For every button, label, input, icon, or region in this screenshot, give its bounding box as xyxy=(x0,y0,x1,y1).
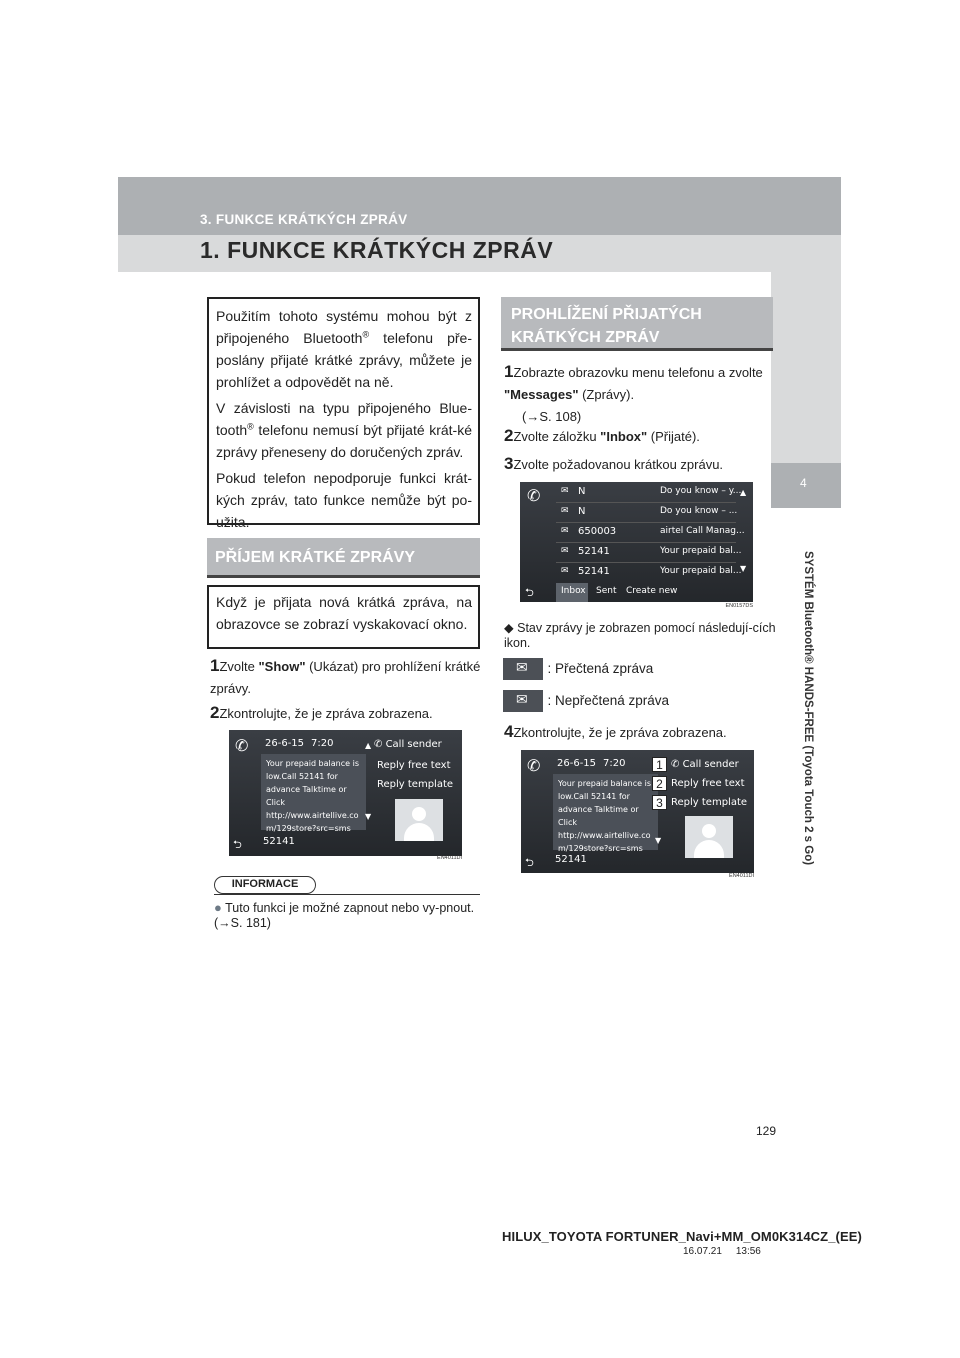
reply-free-text-button[interactable]: Reply free text xyxy=(377,760,451,771)
callout-1: 1 xyxy=(652,757,667,772)
call-sender-button[interactable]: ✆ Call sender xyxy=(671,759,739,770)
step-number: 2 xyxy=(504,426,514,445)
page-title: 1. FUNKCE KRÁTKÝCH ZPRÁV xyxy=(200,237,554,263)
list-item[interactable]: ✉ N Do you know – y... xyxy=(556,482,736,503)
intro-box xyxy=(207,297,480,530)
step-number: 2 xyxy=(210,703,220,722)
section-heading-receive: PŘÍJEM KRÁTKÉ ZPRÁVY xyxy=(207,538,480,578)
step-text: (Ukázat) pro prohlížení krátké zprávy. xyxy=(210,659,481,696)
intro-p1-b: telefonu pře-poslány přijaté krátké zprávy, můžete je prohlížet a odpovědět na ně. xyxy=(216,330,472,390)
step-bold: "Show" xyxy=(258,659,306,674)
view-step-1: 1Zobrazte obrazovku menu telefonu a zvolte "Messages" (Zprávy). (→S. 108) xyxy=(504,362,763,424)
sender-number: 52141 xyxy=(555,854,587,865)
bullet-dot-icon: ● xyxy=(214,900,222,915)
info-divider xyxy=(214,894,480,895)
step-number: 1 xyxy=(504,362,514,381)
scroll-down-icon[interactable]: ▼ xyxy=(365,812,372,821)
phone-icon: ✆ xyxy=(671,759,683,770)
legend-read: ✉ : Přečtená zpráva xyxy=(503,658,653,680)
intro-paragraph-1 xyxy=(216,305,472,393)
registered-mark: ® xyxy=(247,421,254,432)
receive-box xyxy=(207,585,480,649)
legend-unread: ✉ : Nepřečtená zpráva xyxy=(503,690,669,712)
scroll-down-icon[interactable]: ▼ xyxy=(655,836,662,845)
read-message-icon: ✉ xyxy=(561,546,569,556)
step-number: 1 xyxy=(210,656,220,675)
icon-bullet: ◆ Stav zprávy je zobrazen pomocí následují-cích ikon. xyxy=(504,621,776,650)
registered-mark: ® xyxy=(362,329,370,340)
reply-template-button[interactable]: Reply template xyxy=(671,797,748,808)
phone-icon: ✆ xyxy=(527,486,541,505)
back-icon[interactable]: ⮌ xyxy=(233,838,242,851)
list-item[interactable]: ✉ 650003 airtel Call Manag... xyxy=(556,522,736,543)
view-step-3: 3Zvolte požadovanou krátkou zprávu. xyxy=(504,454,724,473)
diamond-bullet-icon: ◆ xyxy=(504,621,514,635)
callout-3: 3 xyxy=(652,795,667,810)
read-message-icon: ✉ xyxy=(503,658,543,680)
read-message-icon: ✉ xyxy=(561,486,569,496)
tab-create-new[interactable]: Create new xyxy=(626,586,678,596)
phone-icon: ✆ xyxy=(374,739,386,750)
message-screen-1 xyxy=(229,730,462,856)
receive-text: Když je přijata nová krátká zpráva, na obrazovce se zobrazí vyskakovací okno. xyxy=(216,594,472,632)
phone-icon: ✆ xyxy=(235,736,249,755)
section-heading-view: PROHLÍŽENÍ PŘIJATÝCH KRÁTKÝCH ZPRÁV xyxy=(501,297,773,351)
document-code: HILUX_TOYOTA FORTUNER_Navi+MM_OM0K314CZ_(EE) xyxy=(502,1229,862,1244)
message-body-panel xyxy=(261,754,366,833)
view-step-4: 4Zkontrolujte, že je zpráva zobrazena. xyxy=(504,722,727,741)
figure-code: EN0157DS xyxy=(725,603,753,609)
read-message-icon: ✉ xyxy=(561,566,569,576)
message-body-panel xyxy=(553,774,658,853)
step-number: 4 xyxy=(504,722,514,741)
read-message-icon: ✉ xyxy=(561,526,569,536)
scroll-up-icon[interactable]: ▲ xyxy=(740,488,747,497)
list-item[interactable]: ✉ 52141 Your prepaid bal... xyxy=(556,542,736,563)
back-icon[interactable]: ⮌ xyxy=(525,586,534,599)
unread-message-icon: ✉ xyxy=(503,690,543,712)
info-tag: INFORMACE xyxy=(214,876,316,894)
tab-inbox[interactable]: Inbox xyxy=(556,583,588,602)
message-time: 7:20 xyxy=(311,738,334,749)
arrow-icon: → xyxy=(218,916,231,930)
intro-p1-a: Použitím tohoto systému mohou být z připojeného Bluetooth xyxy=(216,308,472,346)
receive-step-1 xyxy=(210,655,482,700)
inbox-list xyxy=(556,482,753,582)
back-icon[interactable]: ⮌ xyxy=(525,856,534,869)
message-body: Your prepaid balance is low.Call 52141 for advance Talktime or Click http://www.airtellive.co m/129store?src=sms xyxy=(266,759,359,833)
tab-sent[interactable]: Sent xyxy=(596,586,617,596)
callout-2: 2 xyxy=(652,776,667,791)
phone-icon: ✆ xyxy=(527,756,541,775)
figure-code: EN4011DI xyxy=(437,855,462,861)
chapter-number: 4 xyxy=(800,476,807,490)
arrow-icon: → xyxy=(526,409,540,424)
intro-paragraph-2 xyxy=(216,397,472,463)
message-body: Your prepaid balance is low.Call 52141 for advance Talktime or Click http://www.airtellive.co m/129store?src=sms xyxy=(558,779,651,853)
scroll-down-icon[interactable]: ▼ xyxy=(740,564,747,573)
receive-step-2 xyxy=(210,702,482,725)
message-date: 26-6-15 xyxy=(265,738,305,749)
chapter-tab xyxy=(771,235,841,463)
chapter-title: SYSTÉM Bluetooth® HANDS-FREE (Toyota Touch 2 s Go) xyxy=(802,551,814,866)
view-step-2: 2Zvolte záložku "Inbox" (Přijaté). xyxy=(504,426,700,445)
message-screen-2: ✆ 26-6-15 7:20 Your prepaid balance is low.Call 52141 for advance Talktime or Click http://www.airtellive.co m/129store?src=sms 1 2 3 ✆ Call sender Reply free text Reply template ▼ ⮌ 52141 xyxy=(521,750,754,873)
sender-number: 52141 xyxy=(263,836,295,847)
reply-free-text-button[interactable]: Reply free text xyxy=(671,778,745,789)
scroll-up-icon[interactable]: ▲ xyxy=(365,741,372,750)
document-date: 16.07.21 13:56 xyxy=(683,1246,761,1257)
list-item[interactable]: ✉ 52141 Your prepaid bal... xyxy=(561,566,742,577)
intro-p2-b: telefonu nemusí být přijaté krát-ké zprávy přeneseny do doručených zpráv. xyxy=(216,422,472,460)
list-item[interactable]: ✉ N Do you know – ... xyxy=(556,502,736,523)
info-text: ● Tuto funkci je možné zapnout nebo vy-pnout. (→S. 181) xyxy=(214,900,475,930)
contact-avatar xyxy=(395,799,443,841)
figure-code: EN4011DI xyxy=(729,873,754,879)
section-label: 3. FUNKCE KRÁTKÝCH ZPRÁV xyxy=(200,212,408,227)
step-text: Zvolte xyxy=(219,659,259,674)
call-sender-button[interactable]: ✆ Call sender xyxy=(374,739,442,750)
inbox-screen xyxy=(520,482,753,602)
intro-paragraph-3: Pokud telefon nepodporuje funkci krát-kých zpráv, tato funkce nemůže být po-užita. xyxy=(216,470,472,530)
read-message-icon: ✉ xyxy=(561,506,569,516)
intro-p2-a: V závislosti na typu připojeného Blue-tooth xyxy=(216,400,472,438)
reply-template-button[interactable]: Reply template xyxy=(377,779,454,790)
step-number: 3 xyxy=(504,454,514,473)
contact-avatar xyxy=(685,816,733,858)
page-number: 129 xyxy=(756,1124,777,1138)
step-text: Zkontrolujte, že je zpráva zobrazena. xyxy=(219,706,433,721)
